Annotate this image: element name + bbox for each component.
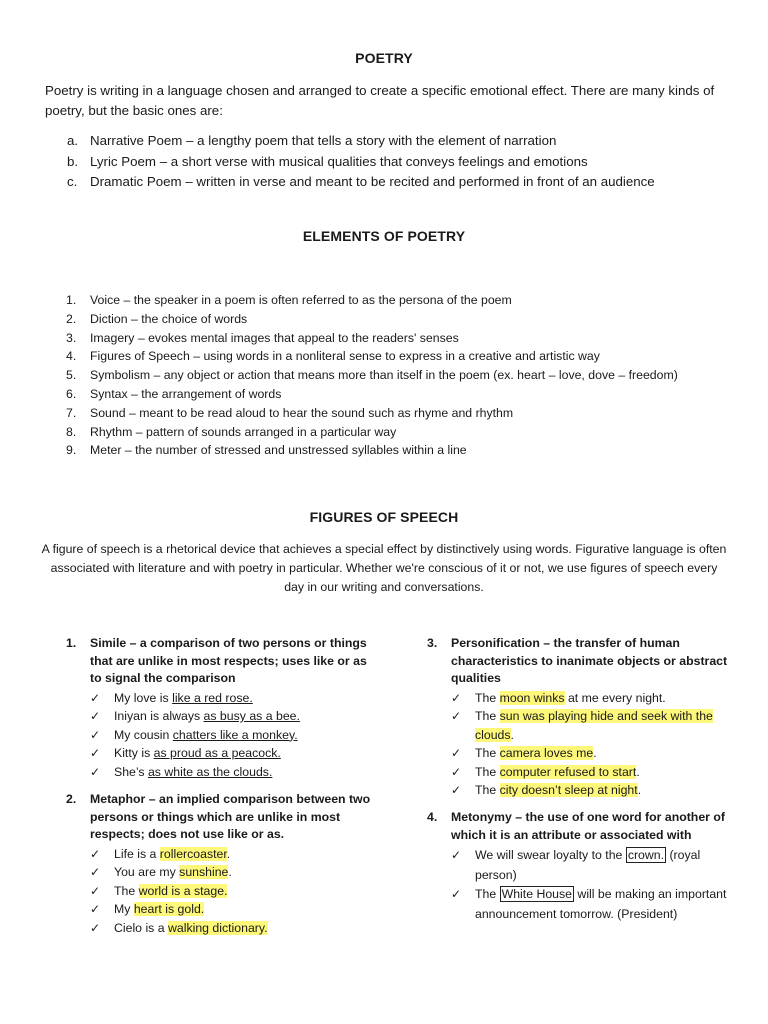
list-item: 3. Imagery – evokes mental images that appeal to the readers' senses — [66, 330, 459, 345]
simile-number: 1. — [66, 636, 77, 650]
list-item: ✓ She’s as white as the clouds. — [90, 763, 375, 782]
list-item: b. Lyric Poem – a short verse with musical qualities that conveys feelings and emotions — [67, 153, 588, 169]
simile-examples — [90, 689, 375, 782]
check-icon: ✓ — [90, 727, 101, 742]
check-icon: ✓ — [451, 709, 462, 723]
personification-examples — [451, 689, 731, 800]
check-icon: ✓ — [451, 690, 462, 705]
check-icon: ✓ — [90, 865, 101, 879]
list-item: ✓ Kitty is as proud as a peacock. — [90, 744, 375, 763]
check-icon: ✓ — [90, 746, 101, 760]
metaphor-section — [66, 791, 375, 937]
list-item: ✓ We will swear loyalty to the crown. (royal person) — [451, 848, 701, 882]
figures-title: FIGURES OF SPEECH — [309, 509, 459, 525]
list-item: c. Dramatic Poem – written in verse and meant to be recited and performed in front of an audience — [67, 174, 655, 189]
list-item: ✓ You are my sunshine. — [90, 863, 375, 882]
check-icon: ✓ — [90, 764, 101, 779]
list-item: 9. Meter – the number of stressed and unstressed syllables within a line — [66, 443, 467, 458]
metonymy-section — [427, 809, 731, 924]
simile-title: Simile – a comparison of two persons or things that are unlike in most respects; uses like or as to signal the comparison — [90, 636, 367, 685]
check-icon: ✓ — [90, 709, 101, 723]
list-item: 1. Voice – the speaker in a poem is often referred to as the persona of the poem — [66, 293, 512, 307]
list-item: ✓ Life is a rollercoaster. — [90, 845, 375, 864]
personification-section — [427, 635, 731, 800]
check-icon: ✓ — [90, 690, 101, 705]
personification-number: 3. — [427, 636, 438, 650]
metonymy-number: 4. — [427, 810, 438, 824]
figures-intro: A figure of speech is a rhetorical device that achieves a special effect by distinctively using words. Figurative language is often associated with literature and with poetry in particular. Whether we're conscious of it or not, we use figures of speech every day in our writing and conversations. — [41, 542, 727, 594]
list-item: ✓ The city doesn’t sleep at night. — [451, 781, 731, 800]
elements-list — [45, 291, 745, 460]
poetry-title: POETRY — [355, 50, 413, 66]
list-item: ✓ The camera loves me. — [451, 744, 731, 763]
personification-title: Personification – the transfer of human characteristics to inanimate objects or abstract qualities — [451, 636, 728, 685]
poetry-intro: Poetry is writing in a language chosen and arranged to create a specific emotional effect. There are many kinds of poetry, but the basic ones are: — [45, 83, 715, 118]
check-icon: ✓ — [451, 783, 462, 797]
poem-types-list — [45, 131, 745, 193]
metaphor-title: Metaphor – an implied comparison between two persons or things which are unlike in most respects; does not use like or as. — [90, 792, 371, 841]
elements-title: ELEMENTS OF POETRY — [302, 228, 466, 244]
list-item: 8. Rhythm – pattern of sounds arranged in a particular way — [66, 424, 397, 439]
list-item: ✓ Cielo is a walking dictionary. — [90, 919, 375, 938]
check-icon: ✓ — [90, 902, 101, 916]
list-item: ✓ The world is a stage. — [90, 882, 375, 901]
check-icon: ✓ — [451, 887, 462, 901]
check-icon: ✓ — [90, 920, 101, 935]
metonymy-title: Metonymy – the use of one word for another of which it is an attribute or associated with — [451, 810, 725, 842]
list-item: ✓ The White House will be making an important announcement tomorrow. (President) — [451, 887, 727, 921]
check-icon: ✓ — [451, 848, 462, 862]
list-item: ✓ My cousin chatters like a monkey. — [90, 726, 375, 745]
check-icon: ✓ — [451, 764, 462, 779]
check-icon: ✓ — [451, 746, 462, 760]
list-item: 5. Symbolism – any object or action that means more than itself in the poem (ex. heart – love, dove – freedom) — [66, 368, 678, 383]
metaphor-number: 2. — [66, 792, 77, 806]
list-item: ✓ The sun was playing hide and seek with the clouds. — [451, 709, 713, 742]
list-item: ✓ My heart is gold. — [90, 900, 375, 919]
list-item: a. Narrative Poem – a lengthy poem that tells a story with the element of narration — [67, 133, 557, 148]
list-item: 6. Syntax – the arrangement of words — [66, 386, 282, 401]
list-item: ✓ The computer refused to start. — [451, 763, 731, 782]
list-item: 4. Figures of Speech – using words in a nonliteral sense to express in a creative and artistic way — [66, 349, 600, 364]
metonymy-examples — [451, 846, 731, 924]
list-item: 2. Diction – the choice of words — [66, 311, 248, 326]
list-item: 7. Sound – meant to be read aloud to hear the sound such as rhyme and rhythm — [66, 405, 514, 420]
metaphor-examples — [90, 845, 375, 938]
check-icon: ✓ — [90, 883, 101, 898]
simile-section — [66, 635, 375, 781]
list-item: ✓ My love is like a red rose. — [90, 689, 375, 708]
list-item: ✓ Iniyan is always as busy as a bee. — [90, 707, 375, 726]
list-item: ✓ The moon winks at me every night. — [451, 689, 731, 708]
check-icon: ✓ — [90, 846, 101, 861]
